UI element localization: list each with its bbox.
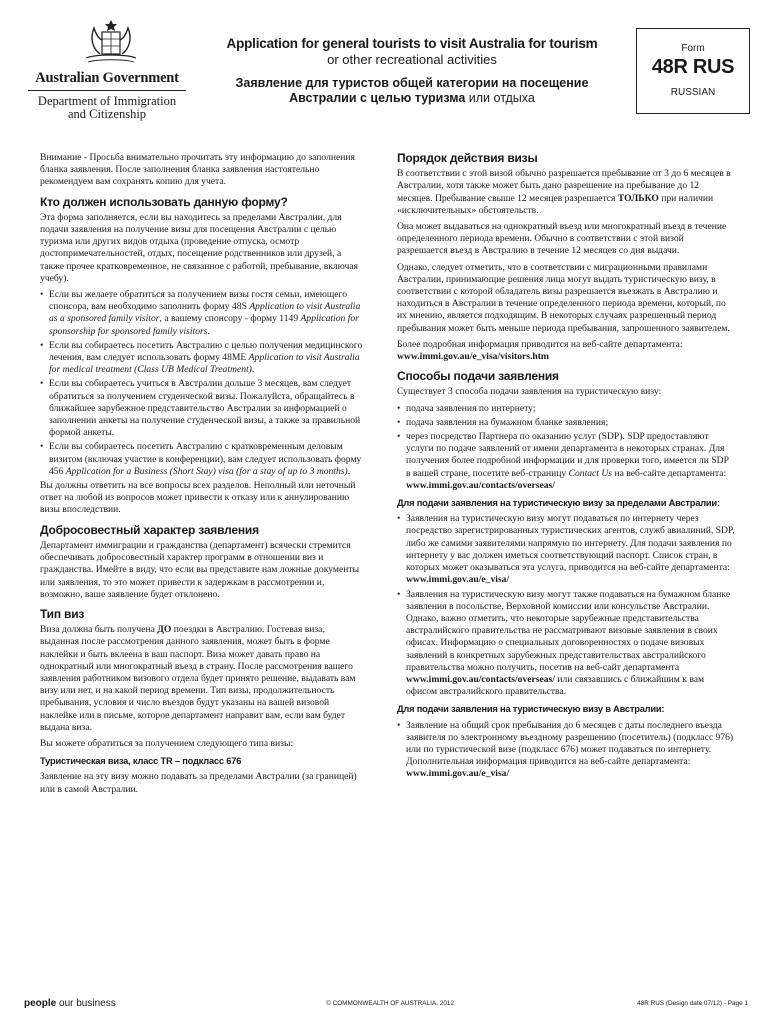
subclass-heading: Туристическая виза, класс TR – подкласс 676 (40, 756, 242, 767)
left-column (40, 152, 365, 800)
evisa-link[interactable]: www.immi.gov.au/e_visa/ (406, 574, 510, 586)
list-item: • Заявления на туристическую визу могут подаваться по интернету через посредство зарегистрированных туристических агентов, служб авиалиний, SDP, либо же самими заявителями напрямую по интернету. Для подачи заявления по интернету у вас должен иметься соответствующий паспорт. Список стран, в которых может оказываться эта услуга, приводится на веб-сайте департамента: www.immi.gov.au/e_visa/ (397, 513, 735, 586)
process-paragraph-4: Более подробная информация приводится на веб-сайте департамента: www.immi.gov.au/e_visa/visitors.htm (397, 339, 735, 363)
integrity-paragraph: Департамент иммиграции и гражданства (департамент) всячески стремится обеспечивать добросовестный характер программ в отношении виз и гражданства. Имейте в виду, что если вы представите нам ложные документы или заявления, то это может привести к задержкам в рассмотрении и, возможно, ваше заявление будет отклонено. (40, 539, 360, 600)
inside-list (397, 720, 735, 781)
gov-name: Australian Government (35, 70, 179, 86)
title-ru-line-2: Австралии с целью туризма или отдыха (289, 91, 535, 105)
process-paragraph-1: В соответствии с этой визой обычно разрешается пребывание от 3 до 6 месяцев в Австралии, хотя также может быть дано разрешение на пребывание до 12 месяцев. Пребывание свыше 12 месяцев разрешается ТОЛЬКО при наличии «исключительных» обстоятельств. (397, 168, 731, 216)
inside-heading: Для подачи заявления на туристическую визу в Австралии: (397, 704, 665, 715)
who-paragraph: Эта форма заполняется, если вы находитесь за пределами Австралии, для подачи заявления на получение визы для посещения Австралии с целью туризма или других видов отдыха (проведение отпуска, осмотр достопримечательностей, отдых, посещение родственников или друзей, а также прочее кратковременное, не связанное с работой, пребывание, включая учебу). (40, 211, 358, 284)
visa-type-paragraph: Виза должна быть получена ДО поездки в Австралию. Гостевая виза, выданная после рассмотрения данного заявления, может быть в форме наклейки и быть вклеена в ваш паспорт. Виза может давать право на однократный или многократный въезд в страну. После рассмотрения вашего заявления работником визового отдела будет принято решение, выдавать вам визу или нет, и на какой период времени. Тип визы, продолжительность пребывания, условия и число въездов будут указаны на вашей визовой наклейке или в письме, которое департамент направит вам, если вам будет выдана виза. (40, 624, 356, 733)
footer-page-number: 48R RUS (Design date 07/12) - Page 1 (637, 1000, 748, 1007)
list-item: • Если вы собираетесь учиться в Австралии дольше 3 месяцев, вам следует обратиться за получением студенческой визы. Пожалуйста, обращайтесь в ближайшее зарубежное представительство Австралии за информацией о заполнении анкеты на получение студенческой визы, а также за правильной формой анкеты. (40, 378, 365, 439)
visitors-link[interactable]: www.immi.gov.au/e_visa/visitors.htm (397, 351, 549, 363)
list-item: • Заявление на общий срок пребывания до 6 месяцев с даты последнего въезда заявителя по электронному въездному разрешению (посетитель) (подкласс 976) или по туристической визе (подкласс 676) может подаваться по интернету. Дополнительная информация приводится на веб-сайте департамента: www.immi.gov.au/e_visa/ (397, 720, 735, 781)
list-item: • Если вы собираетесь посетить Австралию с целью получения медицинского лечения, вам следует использовать форму 48ME Application to visit Australia for medical treatment (Class UB Medical Treatment). (40, 340, 365, 377)
footer-brand: people our business (24, 998, 116, 1009)
outside-heading: Для подачи заявления на туристическую визу за пределами Австралии: (397, 498, 720, 509)
form-language: RUSSIAN (670, 87, 716, 98)
form-id-box (636, 28, 750, 114)
who-list (40, 289, 365, 478)
evisa-link-inside[interactable]: www.immi.gov.au/e_visa/ (406, 768, 510, 780)
subtitle-en: or other recreational activities (327, 52, 497, 67)
intro-notice: Внимание - Просьба внимательно прочитать эту информацию до заполнения бланка заявления. После заполнения бланка заявления настоятельно рекомендуем вам сохранять копию для учета. (40, 152, 355, 188)
section-heading-integrity: Добросовестный характер заявления (40, 522, 259, 537)
section-heading-who: Кто должен использовать данную форму? (40, 194, 288, 209)
outside-list (397, 513, 735, 698)
section-heading-methods: Способы подачи заявления (397, 369, 559, 384)
subclass-paragraph: Заявление на эту визу можно подавать за пределами Австралии (за границей) или в самой Австралии. (40, 771, 357, 795)
title-ru-line-1: Заявление для туристов общей категории на посещение (235, 76, 589, 90)
list-item: • Если вы желаете обратиться за получением визы гостя семьи, имеющего спонсора, вам необходимо заполнить форму 48S Application to visit Australia as a sponsored family visitor, а вашему спонсору - форму 1149 Application for sponsorship for sponsored family visitors. (40, 289, 365, 338)
list-item: • подача заявления на бумажном бланке заявления; (397, 417, 735, 429)
section-heading-process: Порядок действия визы (397, 151, 538, 165)
document-title (198, 36, 626, 106)
list-item: • Заявления на туристическую визу могут также подаваться на бумажном бланке заявления в посольстве, Верховной комиссии или консульстве Австралии. Однако, важно отметить, что некоторые зарубежные представительства австралийского правительства не рассматривают визовые заявления в своих офисах. Информацию о специальных договоренностях о подаче визовых заявлений в конкретных зарубежных представительствах австралийского правительства можно получить, посетив на веб-сайт департамента www.immi.gov.au/contacts/overseas/ или связавшись с ближайшим к вам офисом австралийского правительства. (397, 589, 735, 699)
methods-intro: Существует 3 способа подачи заявления на туристическую визу: (397, 386, 662, 398)
government-logo (22, 70, 192, 121)
page-footer (0, 996, 770, 1016)
right-column (397, 152, 735, 783)
dept-line-1: Department of Immigration (37, 94, 177, 108)
list-item: • подача заявления по интернету; (397, 403, 735, 415)
who-closing: Вы должны ответить на все вопросы всех разделов. Неполный или неточный ответ на любой из вопросов может привести к отказу или к аннулированию визы впоследствии. (40, 480, 356, 516)
page-header (0, 0, 770, 140)
gov-divider (28, 90, 186, 91)
list-item: • Если вы собираетесь посетить Австралию с кратковременным деловым визитом (включая участие в конференции), вам следует использовать форму 456 Application for a Business (Short Stay) visa (for a stay of up to 3 months). (40, 441, 365, 478)
footer-copyright: © COMMONWEALTH OF AUSTRALIA, 2012 (326, 1000, 454, 1007)
dept-line-2: and Citizenship (67, 107, 147, 121)
coat-of-arms-icon (78, 14, 144, 68)
process-paragraph-2: Она может выдаваться на однократный въезд или многократный въезд в течение определенного периода времени. Обычно в соответствии с этой визой разрешается въезд в Австралию в течение 12 месяцев со дня выдачи. (397, 221, 727, 257)
process-paragraph-3: Однако, следует отметить, что в соответствии с миграционными правилами Австралии, принимающие решения лица могут выдать туристическую визу, в соответствии с которой обладатель визы разрешается въезжать в Австралию и находиться в Австралии в течение определенного периода времени, который, по их мнению, является подходящим. В некоторых случаях разрешенный период пребывания может быть меньше периода пребывания, запрошенного заявителем. (397, 261, 730, 334)
list-item: • через посредство Партнера по оказанию услуг (SDP). SDP предоставляют услуги по подаче заявлений от имени департамента в некоторых странах. Для получения более подробной информации и для проверки того, имеется ли SDP в вашей стране, посетите веб-страницу Contact Us на веб-сайте департамента: www.immi.gov.au/contacts/overseas/ (397, 431, 735, 492)
methods-list (397, 403, 735, 492)
visa-type-paragraph-2: Вы можете обратиться за получением следующего типа визы: (40, 737, 294, 749)
title-en: Application for general tourists to visit Australia for tourism (226, 36, 598, 51)
contacts-overseas-link[interactable]: www.immi.gov.au/contacts/overseas/ (406, 673, 555, 685)
form-code: 48R RUS (651, 56, 735, 78)
section-heading-visa-type: Тип виз (40, 606, 85, 621)
form-label: Form (681, 43, 705, 54)
contacts-link[interactable]: www.immi.gov.au/contacts/overseas/ (406, 479, 555, 491)
